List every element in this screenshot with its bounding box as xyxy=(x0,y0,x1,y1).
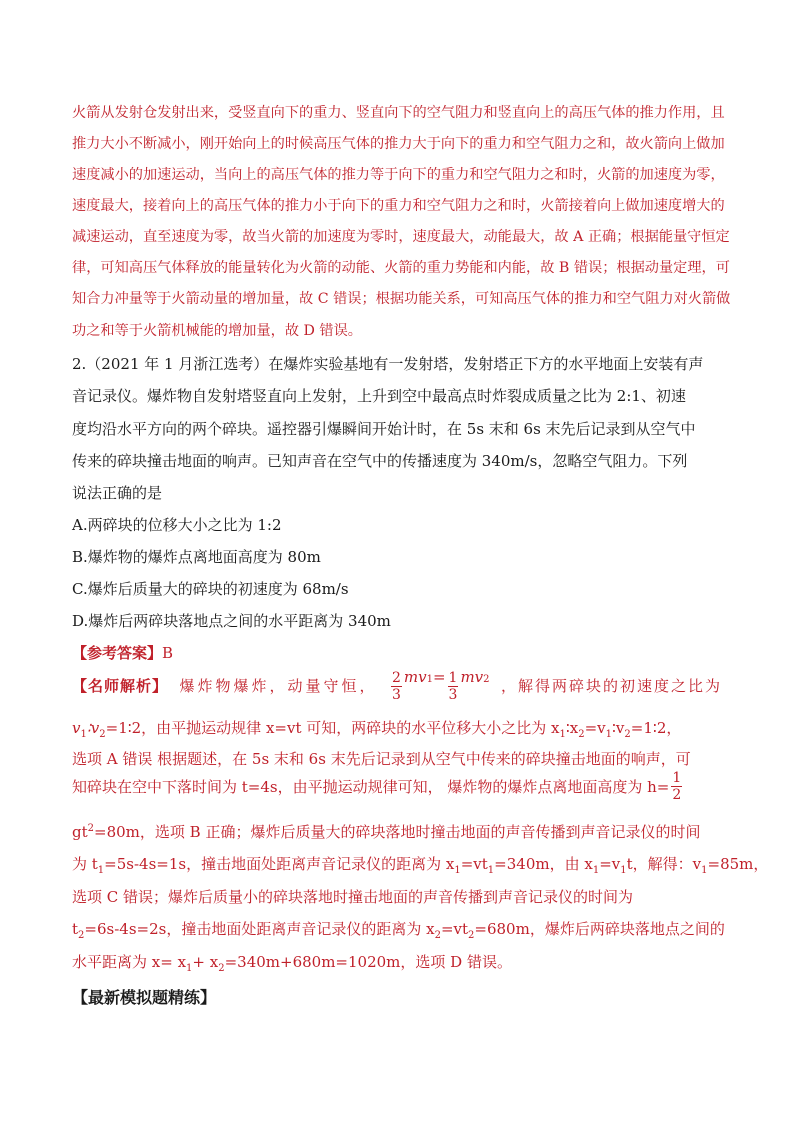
option-c: C.爆炸后质量大的碎块的初速度为 68m/s xyxy=(72,580,349,598)
answer-label: 【参考答案】 xyxy=(72,644,163,662)
question-stem-line-5: 说法正确的是 xyxy=(72,484,163,502)
analysis-line-3: 选项 A 错误 根据题述，在 5s 末和 6s 末先后记录到从空气中传来的碎块撞击地面的响声，可 xyxy=(72,750,691,768)
explanation-line-7: 知合力冲量等于火箭动量的增加量，故 C 错误；根据功能关系，可知高压气体的推力和空气阻力对火箭做 xyxy=(72,291,731,307)
analysis-line-1: 【名师解析】 爆炸物爆炸，动量守恒， $\frac{2}{3}$ mv 1 = $\frac{1}{3}$ mv 2 ，解得两碎块的初速度之比为 xyxy=(72,668,722,703)
analysis-line-7: 选项 C 错误；爆炸后质量小的碎块落地时撞击地面的声音传播到声音记录仪的时间为 xyxy=(72,888,634,906)
question-stem-line-2: 音记录仪。爆炸物自发射塔竖直向上发射，上升到空中最高点时炸裂成质量之比为 2:1、初速 xyxy=(72,387,686,405)
analysis-line-6: 为 $t_1=5s-4s=1s$，撞击地面处距离声音记录仪的距离为 $x_1=vt_1=340m$，由 $x_1=v_1t$，解得：$v_1=85m$， xyxy=(72,855,769,876)
explanation-line-3: 速度减小的加速运动，当向上的高压气体的推力等于向下的重力和空气阻力之和时，火箭的加速度为零， xyxy=(72,167,725,183)
explanation-line-5: 减速运动，直至速度为零，故当火箭的加速度为零时，速度最大，动能最大，故 A 正确；根据能量守恒定 xyxy=(72,229,730,245)
explanation-line-4: 速度最大，接着向上的高压气体的推力小于向下的重力和空气阻力之和时，火箭接着向上做加速度增大的 xyxy=(72,198,725,214)
explanation-line-6: 律，可知高压气体释放的能量转化为火箭的动能、火箭的重力势能和内能，故 B 错误；根据动量定理，可 xyxy=(72,260,730,276)
analysis-line-2: $v_1∶v_2=1∶2$，由平抛运动规律 x=vt 可知，两碎块的水平位移大小之比为 $x_1∶x_2=v_1∶v_2=1∶2$， xyxy=(72,719,682,740)
option-a: A.两碎块的位移大小之比为 1:2 xyxy=(72,516,282,534)
analysis-label: 【名师解析】 xyxy=(72,676,169,695)
explanation-line-8: 功之和等于火箭机械能的增加量，故 D 错误。 xyxy=(72,323,362,339)
explanation-line-1: 火箭从发射仓发射出来，受竖直向下的重力、竖直向下的空气阻力和竖直向上的高压气体的推力作用，且 xyxy=(72,105,725,121)
question-stem-line-4: 传来的碎块撞击地面的响声。已知声音在空气中的传播速度为 340m/s，忽略空气阻力。下列 xyxy=(72,452,688,470)
analysis-line-8: $t_2=6s-4s=2s$，撞击地面处距离声音记录仪的距离为 $x_2=vt_2=680m$，爆炸后两碎块落地点之间的 xyxy=(72,920,725,941)
fraction-two-thirds: $\frac{2}{3}$ xyxy=(391,670,401,703)
explanation-line-2: 推力大小不断减小，刚开始向上的时候高压气体的推力大于向下的重力和空气阻力之和，故火箭向上做加 xyxy=(72,136,725,152)
analysis-line-4: 知碎块在空中下落时间为 t=4s，由平抛运动规律可知， 爆炸物的爆炸点离地面高度为 h= $\frac{1}{2}$ xyxy=(72,770,682,803)
question-stem-line-1: 2.（2021 年 1 月浙江选考）在爆炸实验基地有一发射塔，发射塔正下方的水平地面上安装有声 xyxy=(72,355,704,373)
section-heading: 【最新模拟题精练】 xyxy=(72,988,217,1007)
question-stem-line-3: 度均沿水平方向的两个碎块。遥控器引爆瞬间开始计时，在 5s 末和 6s 末先后记录到从空气中 xyxy=(72,420,696,438)
option-d: D.爆炸后两碎块落地点之间的水平距离为 340m xyxy=(72,612,391,630)
option-b: B.爆炸物的爆炸点离地面高度为 80m xyxy=(72,548,321,566)
fraction-one-third: $\frac{1}{3}$ xyxy=(448,670,458,703)
analysis-line-5: $gt^2=80m$，选项 B 正确；爆炸后质量大的碎块落地时撞击地面的声音传播到声音记录仪的时间 xyxy=(72,823,701,841)
answer-line xyxy=(72,642,173,663)
momentum-equation: $\frac{2}{3}$ mv 1 = $\frac{1}{3}$ mv 2 xyxy=(391,668,490,703)
analysis-line-9: 水平距离为 $x= x_1+ x_2=340m+680m=1020m$，选项 D 错误。 xyxy=(72,953,512,974)
fraction-one-half: $\frac{1}{2}$ xyxy=(672,770,682,803)
answer-value: B xyxy=(162,644,174,662)
